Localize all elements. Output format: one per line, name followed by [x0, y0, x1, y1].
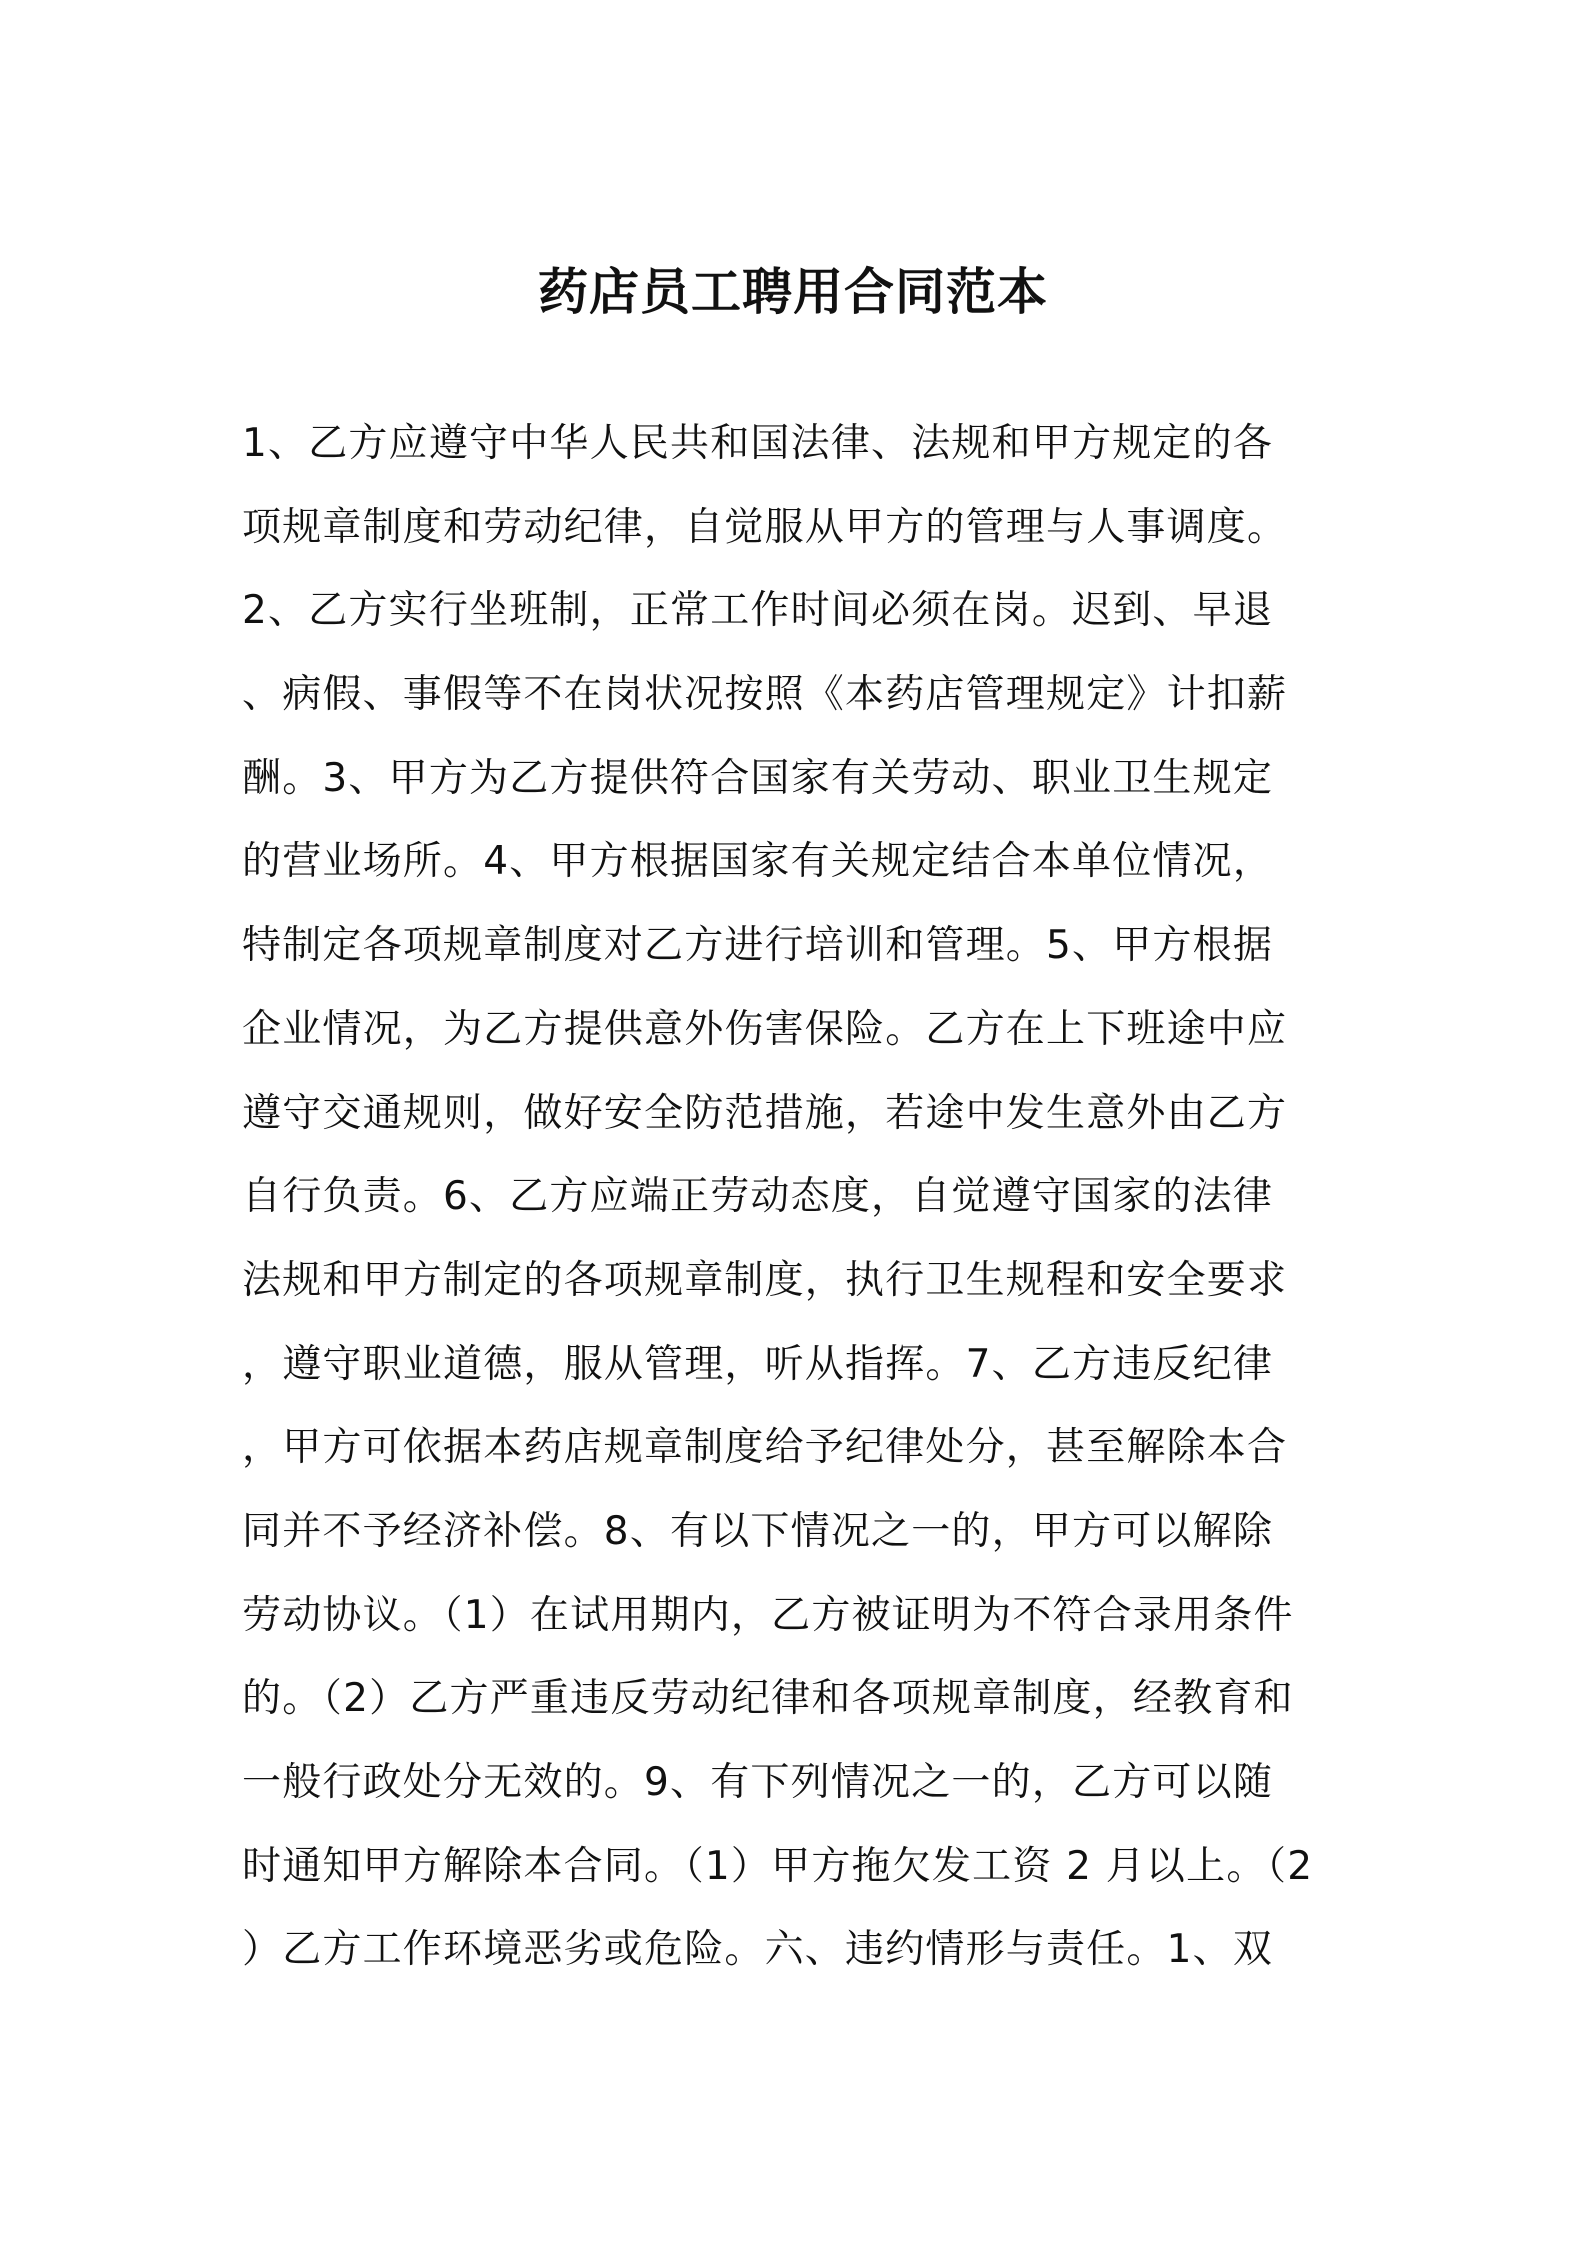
body-line-9: 遵守交通规则，做好安全防范措施，若途中发生意外由乙方 [242, 1090, 1288, 1136]
document-title: 药店员工聘用合同范本 [538, 263, 1048, 321]
body-line-17: 一般行政处分无效的。9、有下列情况之一的，乙方可以随 [242, 1760, 1274, 1805]
body-line-1: 1、乙方应遵守中华人民共和国法律、法规和甲方规定的各 [242, 421, 1274, 466]
body-line-2: 项规章制度和劳动纪律，自觉服从甲方的管理与人事调度。 [242, 504, 1288, 550]
body-line-18: 时通知甲方解除本合同。（1）甲方拖欠发工资 2 月以上。（2 [242, 1843, 1314, 1889]
body-line-12: ，遵守职业道德，服从管理，听从指挥。7、乙方违反纪律 [242, 1341, 1274, 1387]
body-line-14: 同并不予经济补偿。8、有以下情况之一的，甲方可以解除 [242, 1508, 1274, 1554]
body-line-11: 法规和甲方制定的各项规章制度，执行卫生规程和安全要求 [242, 1257, 1288, 1303]
document-body [242, 402, 1352, 1992]
body-line-5: 酬。3、甲方为乙方提供符合国家有关劳动、职业卫生规定 [242, 755, 1274, 801]
body-line-3: 2、乙方实行坐班制，正常工作时间必须在岗。迟到、早退 [242, 588, 1274, 634]
body-line-7: 特制定各项规章制度对乙方进行培训和管理。5、甲方根据 [242, 923, 1274, 969]
body-line-4: 、病假、事假等不在岗状况按照《本药店管理规定》计扣薪 [242, 672, 1288, 718]
body-line-19: ）乙方工作环境恶劣或危险。六、违约情形与责任。1、双 [242, 1927, 1274, 1973]
body-line-16: 的。（2）乙方严重违反劳动纪律和各项规章制度，经教育和 [242, 1676, 1294, 1722]
body-line-10: 自行负责。6、乙方应端正劳动态度，自觉遵守国家的法律 [242, 1174, 1274, 1220]
body-line-8: 企业情况，为乙方提供意外伤害保险。乙方在上下班途中应 [242, 1006, 1288, 1052]
body-line-15: 劳动协议。（1）在试用期内，乙方被证明为不符合录用条件 [242, 1592, 1294, 1638]
body-line-6: 的营业场所。4、甲方根据国家有关规定结合本单位情况， [242, 839, 1274, 885]
body-line-13: ，甲方可依据本药店规章制度给予纪律处分，甚至解除本合 [242, 1425, 1288, 1471]
